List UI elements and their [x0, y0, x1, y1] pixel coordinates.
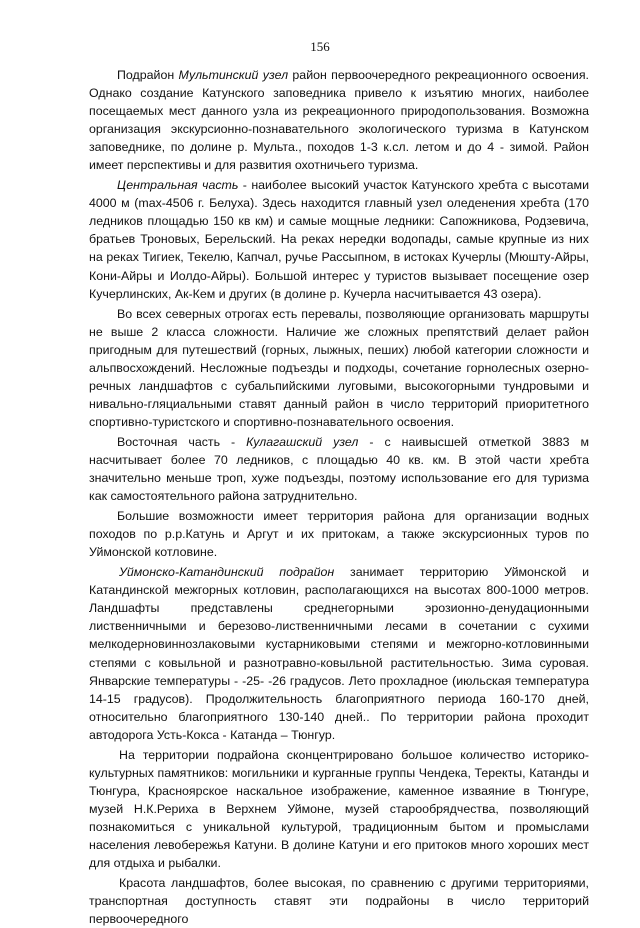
paragraph-passes: Во всех северных отрогах есть перевалы, позволяющие организовать маршруты не выше 2 класса сложности. Наличие же сложных препятствий делает район пригодным для путешествий (горных, лыжных, пеших) любой категории сложности и альпвосхождений. Несложные подъезды и подходы, сочетание горнолесных озерно-речных ландшафтов с субальпийскими луговыми, высокогорными тундровыми и нивально-гляциальными ставят данный район в число территорий приоритетного спортивно-туристского и спортивно-познавательного освоения. [89, 306, 589, 429]
page-body [89, 66, 589, 928]
paragraph-central: Центральная часть - наиболее высокий участок Катунского хребта с высотами 4000 м (max-4506 г. Белуха). Здесь находится главный узел оледенения хребта (170 ледников площадью 150 кв км) и самые мощные ледники: Сапожникова, Родзевича, братьев Троновых, Берельский. На реках нередки водопады, самые крупные из них на реках Тигиек, Текелю, Капчал, ручье Рассыпном, в истоках Кучерлы (Мюшту-Айры, Кони-Айры и Иолдо-Айры). Большой интерес у туристов вызывает посещение озер Кучерлинских, Ак-Кем и других (в долине р. Кучерла насчитывается 43 озера). [89, 178, 589, 301]
paragraph-landscapes: Красота ландшафтов, более высокая, по сравнению с другими территориями, транспортная доступность ставят эти подрайоны в число территорий первоочередного [89, 876, 589, 927]
paragraph-uimon-katanda: Уймонско-Катандинский подрайон занимает территорию Уймонской и Катандинской межгорных котловин, располагающихся на высотах 800-1000 метров. Ландшафты представлены среднегорными эрозионно-денудационными лиственничными и березово-лиственничными лесами в сочетании с сухими мелкодерновиннозлаковыми кустарниковыми степями и межгорно-котловинными степями с ковыльной и разнотравно-ковыльной растительностью. Зима суровая. Январские температуры - -25- -26 градусов. Лето прохладное (июльская температура 14-15 градусов). Продолжительность благоприятного периода 160-170 дней, относительно благоприятного 130-140 дней.. По территории района проходит автодорога Усть-Кокса - Катанда – Тюнгур. [89, 565, 589, 742]
paragraph-monuments: На территории подрайона сконцентрировано большое количество историко-культурных памятников: могильники и курганные группы Чендека, Теректы, Катанды и Тюнгура, Красноярское наскальное изображение, каменное изваяние в Тюнгуре, музей Н.К.Рериха в Верхнем Уймоне, музей старообрядчества, позволяющий познакомиться с уникальной культурой, традиционным бытом и промыслами населения левобережья Катуни. В долине Катуни и его притоков много хороших мест для отдыха и рыбалки. [89, 747, 589, 871]
italic-term: Мультинский узел [178, 68, 289, 82]
italic-term: Кулагашский узел [246, 434, 359, 449]
italic-term: Уймонско-Катандинский подрайон [119, 565, 335, 580]
italic-term: Центральная часть [117, 178, 239, 193]
paragraph-kulagash: Восточная часть - Кулагашский узел - с наивысшей отметкой 3883 м насчитывает более 70 ледников, с площадью 40 кв. км. В этой части хребта значительно меньше троп, хуже подъезды, поэтому использование его для туризма как самостоятельного района затруднительно. [89, 434, 589, 504]
paragraph-water-trips: Большие возможности имеет территория района для организации водных походов по р.р.Катунь и Аргут и их притокам, а также экскурсионных туров по Уймонской котловине. [89, 509, 589, 560]
page-number: 156 [310, 39, 330, 54]
paragraph-multinsky: Подрайон Мультинский узел район первоочередного рекреационного освоения. Однако создание Катунского заповедника привело к изъятию многих, наиболее посещаемых мест данного узла из рекреационного природопользования. Возможна организация экскурсионно-познавательного экологического туризма в Катунском заповеднике, по долине р. Мульта., походов 1-3 к.сл. летом и до 4 - зимой. Район имеет перспективы и для развития охотничьего туризма. [89, 68, 590, 173]
